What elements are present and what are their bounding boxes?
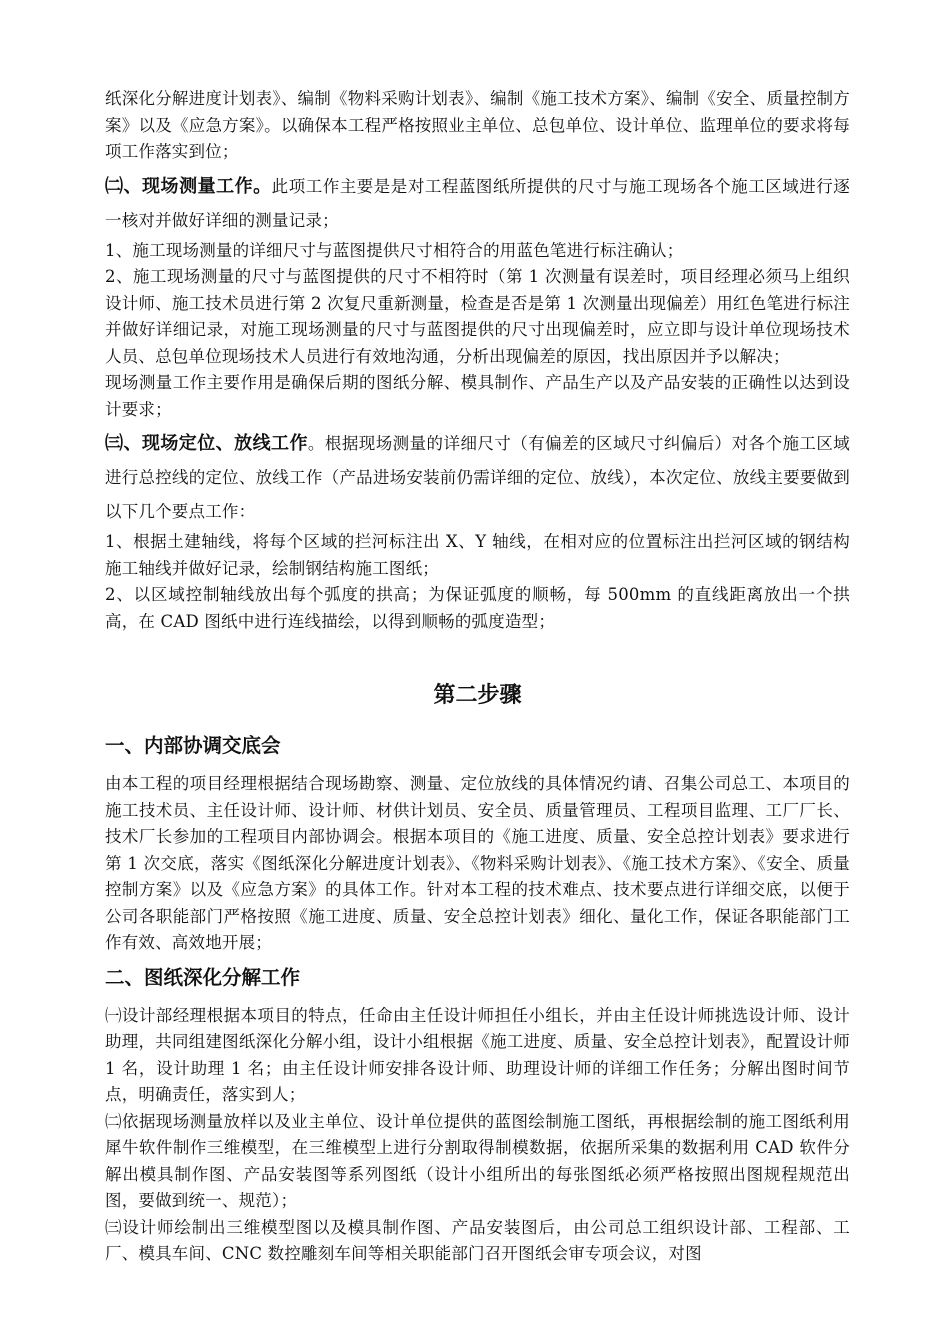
- document-page: [105, 86, 850, 1268]
- survey-summary: 现场测量工作主要作用是确保后期的图纸分解、模具制作、产品生产以及产品安装的正确性以达到设计要求；: [105, 373, 850, 419]
- survey-intro-text: 此项工作主要是是对工程蓝图纸所提供的尺寸与施工现场各个施工区域进行逐一核对并做好详细的测量记录；: [105, 176, 850, 230]
- meeting-heading: 一、内部协调交底会: [105, 734, 281, 757]
- survey-item-2: 2、施工现场测量的尺寸与蓝图提供的尺寸不相符时（第 1 次测量有误差时，项目经理必须马上组织设计师、施工技术员进行第 2 次复尺重新测量，检查是否是第 1 次测量出现偏差）用红色笔进行标注并做好详细记录，对施工现场测量的尺寸与蓝图提供的尺寸出现偏差时，应立即与设计单位现场技术人员、总包单位现场技术人员进行有效地沟通，分析出现偏差的原因，找出原因并予以解决；: [105, 267, 850, 366]
- drawing-item-2: ㈡依据现场测量放样以及业主单位、设计单位提供的蓝图绘制施工图纸，再根据绘制的施工图纸利用犀牛软件制作三维模型，在三维模型上进行分割取得制模数据，依据所采集的数据利用 CAD 软件分解出模具制作图、产品安装图等系列图纸（设计小组所出的每张图纸必须严格按照出图规程规范出图，要做到统一、规范）；: [105, 1111, 850, 1210]
- drawing-heading: 二、图纸深化分解工作: [105, 965, 301, 989]
- survey-heading: ㈡、现场测量工作。: [105, 175, 272, 197]
- positioning-heading: ㈢、现场定位、放线工作: [105, 433, 308, 454]
- positioning-item-1: 1、根据土建轴线，将每个区域的拦河标注出 X、Y 轴线，在相对应的位置标注出拦河区域的钢结构施工轴线并做好记录，绘制钢结构施工图纸；: [105, 532, 850, 578]
- positioning-intro-paragraph: [105, 427, 850, 529]
- drawing-item-1: ㈠设计部经理根据本项目的特点，任命由主任设计师担任小组长，并由主任设计师挑选设计师、设计助理，共同组建图纸深化分解小组，设计小组根据《施工进度、质量、安全总控计划表》，配置设计师 1 名，设计助理 1 名；由主任设计师安排各设计师、助理设计师的详细工作任务；分解出图时间节点，明确责任，落实到人；: [105, 1005, 850, 1104]
- meeting-paragraph: 由本工程的项目经理根据结合现场勘察、测量、定位放线的具体情况约请、召集公司总工、本项目的施工技术员、主任设计师、设计师、材供计划员、安全员、质量管理员、工程项目监理、工厂厂长、技术厂长参加的工程项目内部协调会。根据本项目的《施工进度、质量、安全总控计划表》要求进行第 1 次交底，落实《图纸深化分解进度计划表》、《物料采购计划表》、《施工技术方案》、《安全、质量控制方案》以及《应急方案》的具体工作。针对本工程的技术难点、技术要点进行详细交底，以便于公司各职能部门严格按照《施工进度、质量、安全总控计划表》细化、量化工作，保证各职能部门工作有效、高效地开展；: [105, 774, 850, 952]
- positioning-intro-text: 。根据现场测量的详细尺寸（有偏差的区域尺寸纠偏后）对各个施工区域进行总控线的定位、放线工作（产品进场安装前仍需详细的定位、放线），本次定位、放线主要要做到以下几个要点工作：: [105, 434, 850, 521]
- survey-item-1: 1、施工现场测量的详细尺寸与蓝图提供尺寸相符合的用蓝色笔进行标注确认；: [105, 240, 684, 260]
- drawing-item-3: ㈢设计师绘制出三维模型图以及模具制作图、产品安装图后，由公司总工组织设计部、工程部、工厂、模具车间、CNC 数控雕刻车间等相关职能部门召开图纸会审专项会议，对图: [105, 1217, 850, 1263]
- survey-intro-paragraph: [105, 170, 850, 238]
- positioning-item-2: 2、以区域控制轴线放出每个弧度的拱高；为保证弧度的顺畅，每 500mm 的直线距离放出一个拱高，在 CAD 图纸中进行连线描绘，以得到顺畅的弧度造型；: [105, 585, 850, 631]
- step-two-title: 第二步骤: [433, 683, 522, 708]
- section1-continuation-paragraph: 纸深化分解进度计划表》、编制《物料采购计划表》、编制《施工技术方案》、编制《安全、质量控制方案》以及《应急方案》。以确保本工程严格按照业主单位、总包单位、设计单位、监理单位的要求将每项工作落实到位；: [105, 89, 850, 161]
